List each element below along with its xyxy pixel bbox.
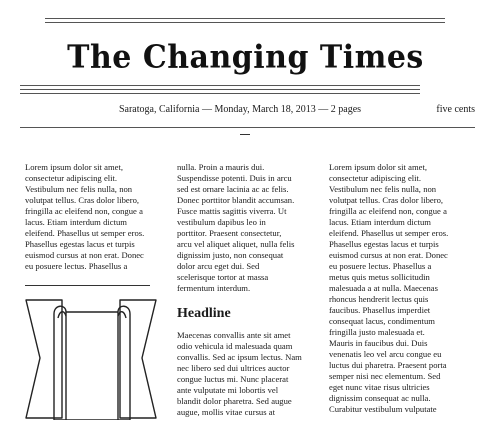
column-1-text: Lorem ipsum dolor sit amet, consectetur adipiscing elit. Vestibulum nec felis nulla, non volutpat tellus. Cras dolor libero, fringilla ac eleifend non, congue a lacus. Etiam interdum dictum eleifend. Phasellus ut semper eros. Phasellus egestas lacus et turpis euismod cursus at non erat. Donec eu posuere lectus. Phasellus a	[25, 162, 145, 271]
column-1-rule	[25, 285, 150, 286]
masthead-rule-1	[20, 85, 420, 86]
headline: Headline	[177, 306, 231, 321]
masthead-rule-2	[20, 89, 420, 90]
scroll-banner-icon	[22, 298, 162, 424]
masthead-title: The Changing Times	[67, 39, 424, 76]
column-2-body: Maecenas convallis ante sit amet odio vehicula id malesuada quam convallis. Sed ac ipsum lectus. Nam nec libero sed dui ultrices auctor congue luctus mi. Nunc placerat ante vulputate mi lobortis vel blandit dolor pharetra. Sed augue augue, mollis vitae cursus at	[177, 330, 302, 417]
top-rule-1	[45, 18, 445, 19]
price: five cents	[436, 104, 475, 115]
column-2-text: nulla. Proin a mauris dui. Suspendisse potenti. Duis in arcu sed est ornare lacinia ac ac felis. Donec porttitor blandit accumsan. Fusce mattis sagittis viverra. Ut vestibulum dapibus leo in porttitor. Praesent consectetur, arcu vel aliquet aliquet, nulla felis dignissim justo, non consequat dolor arcu eget dui. Sed scelerisque tortor at massa fermentum interdum.	[177, 162, 295, 293]
masthead-rule-3	[20, 93, 420, 94]
dateline-rule	[20, 127, 475, 128]
column-3-text: Lorem ipsum dolor sit amet, consectetur adipiscing elit. Vestibulum nec felis nulla, non volutpat tellus. Cras dolor libero, fringilla ac eleifend non, congue a lacus. Etiam interdum dictum eleifend. Phasellus ut semper eros. Phasellus egestas lacus et turpis euismod cursus at non erat. Donec eu posuere lectus. Phasellus a metus quis metus sollicitudin malesuada a at nulla. Maecenas rhoncus hendrerit lectus quis faucibus. Phasellus imperdiet consequat lacus, condimentum fringilla justo malesuada et. Mauris in faucibus dui. Duis venenatis leo vel arcu congue eu luctus dui pharetra. Praesent porta semper nisi nec elementum. Sed eget nunc vitae risus ultricies dignissim consequat ac nulla. Curabitur vestibulum vulputate	[329, 162, 449, 414]
top-rule-2	[45, 22, 445, 23]
center-dash	[240, 134, 250, 135]
dateline: Saratoga, California — Monday, March 18, 2013 — 2 pages	[118, 104, 362, 115]
